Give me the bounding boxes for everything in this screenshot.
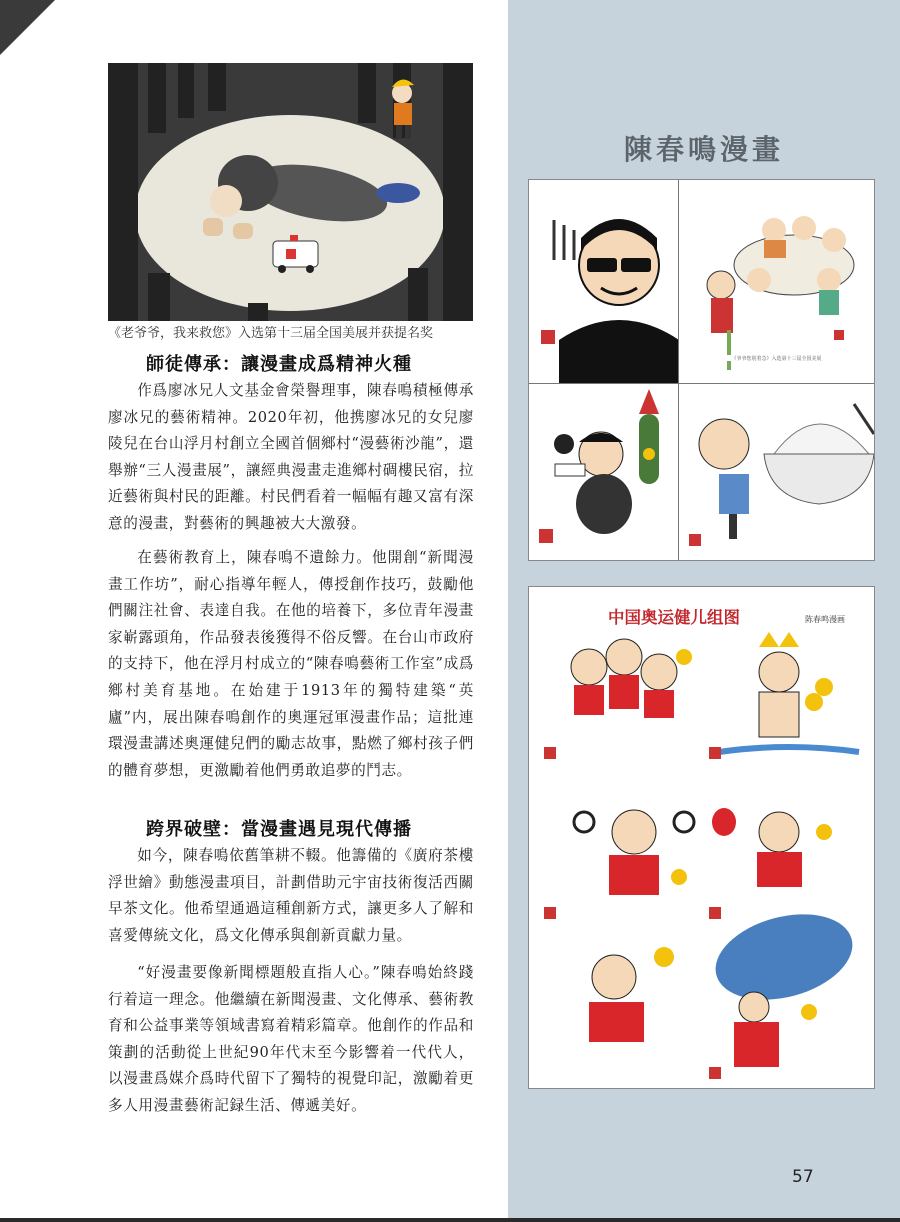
section2-heading: 跨界破壁：當漫畫遇見現代傳播	[146, 819, 412, 840]
main-cartoon-image	[108, 63, 473, 321]
section2-paragraph-1: 如今，陳春鳴依舊筆耕不輟。他籌備的《廣府茶樓浮世繪》動態漫畫項目，計劃借助元宇宙技術復活西關早茶文化。他希望通過這種創新方式，讓更多人了解和喜愛傳統文化，爲文化傳承與創新貢獻力量。	[108, 847, 474, 944]
olympic-athletes-illustrations	[529, 627, 874, 1087]
olympic-signature: 陈春鸣漫画	[805, 615, 845, 624]
self-portrait-cartoon	[529, 180, 678, 383]
main-cartoon-caption: 《老爷爷，我来救您》入选第十三届全国美展并获提名奖	[108, 326, 434, 341]
section2-paragraph-2: “好漫畫要像新聞標題般直指人心。”陳春鳴始終踐行着這一理念。他繼續在新聞漫畫、文化傳承、藝術教育和公益事業等領域書寫着精彩篇章。他創作的作品和策劃的活動從上世紀90年代末至今影響着一代代人，以漫畫爲媒介爲時代留下了獨特的視覺印記，激勵着更多人用漫畫藝術記録生活、傳遞美好。	[108, 964, 474, 1114]
panel-title: 陳春鳴漫畫	[623, 133, 784, 166]
section1-heading: 師徒傳承：讓漫畫成爲精神火種	[146, 354, 412, 375]
cartoon-grid	[528, 179, 875, 561]
grid-caption: 《爷爷您别着急》入选第十三届全国美展	[731, 356, 822, 362]
page-number: 57	[792, 1167, 814, 1187]
olympic-title: 中国奥运健儿组图	[608, 608, 740, 627]
rice-bowl-cartoon	[679, 384, 874, 560]
section1-paragraph-1: 作爲廖冰兄人文基金會榮譽理事，陳春鳴積極傳承廖冰兄的藝術精神。2020年初，他携廖冰兄的女兒廖陵兒在台山浮月村創立全國首個鄉村“漫藝術沙龍”，還舉辦“三人漫畫展”，讓經典漫畫走進鄉村碉樓民宿，拉近藝術與村民的距離。村民們看着一幅幅有趣又富有深意的漫畫，對藝術的興趣被大大激發。	[108, 382, 474, 532]
bottom-rule	[0, 1218, 900, 1222]
family-dinner-cartoon	[679, 180, 874, 383]
olympic-cartoon-panel	[528, 586, 875, 1089]
rocket-cartoon	[529, 384, 678, 560]
section1-paragraph-2: 在藝術教育上，陳春鳴不遺餘力。他開創“新聞漫畫工作坊”，耐心指導年輕人，傳授創作技巧，鼓勵他們關注社會、表達自我。在他的培養下，多位青年漫畫家嶄露頭角，作品發表後獲得不俗反響。在台山市政府的支持下，他在浮月村成立的“陳春鳴藝術工作室”成爲鄉村美育基地。在始建于1913年的獨特建築“英廬”内，展出陳春鳴創作的奧運冠軍漫畫作品；這批連環漫畫講述奧運健兒們的勵志故事，點燃了鄉村孩子們的體育夢想，更激勵着他們勇敢追夢的鬥志。	[108, 549, 474, 779]
page-corner-decoration	[0, 0, 55, 55]
